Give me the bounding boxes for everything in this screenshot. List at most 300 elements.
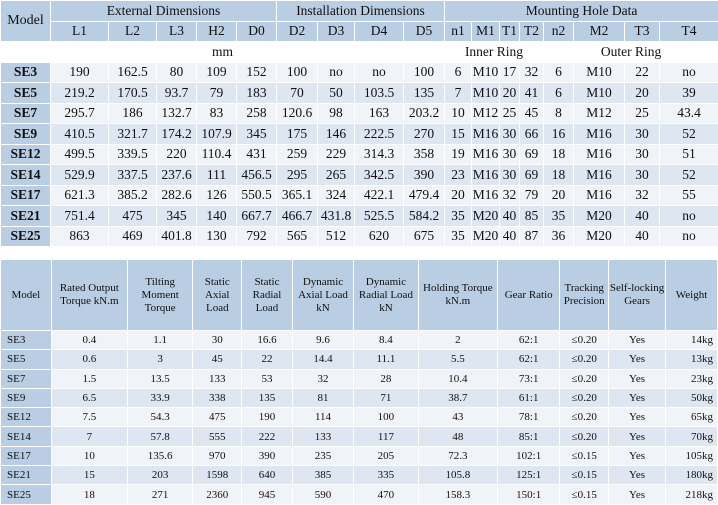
table-cell: 130 <box>197 226 237 247</box>
table-cell: 69 <box>520 144 544 165</box>
table-cell: M16 <box>574 185 625 206</box>
table-cell: 11.1 <box>354 350 419 369</box>
table-cell: 135 <box>404 83 445 104</box>
table-cell: 10 <box>51 446 127 465</box>
table-cell: 35 <box>445 226 472 247</box>
table-cell: 79 <box>197 83 237 104</box>
table-cell: 270 <box>404 124 445 145</box>
table-cell: 385.2 <box>109 185 157 206</box>
table-cell: 22 <box>625 62 660 83</box>
model-cell: SE12 <box>1 408 52 427</box>
table-cell: Yes <box>609 331 666 350</box>
table-cell: 2360 <box>193 485 242 504</box>
table-cell: 30 <box>625 144 660 165</box>
table-row <box>1 369 718 388</box>
model-cell: SE5 <box>1 350 52 369</box>
table-cell: 66 <box>520 124 544 145</box>
table-cell: 51 <box>660 144 718 165</box>
table-cell: ≤0.20 <box>560 427 609 446</box>
table-row <box>1 62 718 83</box>
table-cell: 675 <box>404 226 445 247</box>
table-cell: 125:1 <box>497 466 559 485</box>
table-cell: 110.4 <box>197 144 237 165</box>
table-cell: 41 <box>520 83 544 104</box>
table-cell: 79 <box>520 185 544 206</box>
performance-header-5: Dynamic Axial Load kN <box>292 260 353 331</box>
table-cell: 50 <box>318 83 355 104</box>
table-cell: M16 <box>472 124 500 145</box>
table-cell: Yes <box>609 485 666 504</box>
table-cell: 410.5 <box>51 124 109 145</box>
group-installation-dimensions: Installation Dimensions <box>277 1 445 22</box>
performance-header-8: Gear Ratio <box>497 260 559 331</box>
table-cell: 295.7 <box>51 103 109 124</box>
table-cell: 222 <box>242 427 293 446</box>
table-cell: 259 <box>277 144 318 165</box>
table-cell: 565 <box>277 226 318 247</box>
unit-row <box>1 42 718 63</box>
column-header-d5: D5 <box>404 21 445 42</box>
table-cell: 190 <box>242 408 293 427</box>
table-cell: M10 <box>472 83 500 104</box>
table-cell: Yes <box>609 369 666 388</box>
table-cell: 14.4 <box>292 350 353 369</box>
table-cell: no <box>660 226 718 247</box>
column-header-m2: M2 <box>574 21 625 42</box>
table-cell: 390 <box>404 165 445 186</box>
table-cell: 339.5 <box>109 144 157 165</box>
table-cell: 2 <box>418 331 497 350</box>
performance-header-6: Dynamic Radial Load kN <box>354 260 419 331</box>
performance-body <box>1 331 718 505</box>
table-cell: 9.6 <box>292 331 353 350</box>
table-cell: 30 <box>193 331 242 350</box>
column-header-l1: L1 <box>51 21 109 42</box>
table-cell: 6 <box>544 62 574 83</box>
table-cell: 970 <box>193 446 242 465</box>
table-cell: 32 <box>292 369 353 388</box>
table-cell: 456.5 <box>237 165 277 186</box>
table-cell: 20 <box>625 83 660 104</box>
table-cell: 237.6 <box>157 165 197 186</box>
table-cell: M12 <box>574 103 625 124</box>
table-cell: 30 <box>500 165 520 186</box>
table-row <box>1 388 718 407</box>
table-cell: 431.8 <box>318 206 355 227</box>
table-cell: 73:1 <box>497 369 559 388</box>
table-cell: 529.9 <box>51 165 109 186</box>
model-cell: SE5 <box>1 83 51 104</box>
column-header-l2: L2 <box>109 21 157 42</box>
table-cell: 20 <box>544 185 574 206</box>
table-cell: 5.5 <box>418 350 497 369</box>
table-cell: 69 <box>520 165 544 186</box>
table-cell: 57.8 <box>127 427 193 446</box>
table-cell: 13.5 <box>127 369 193 388</box>
group-header-row <box>1 1 718 22</box>
table-row <box>1 185 718 206</box>
table-cell: 163 <box>355 103 404 124</box>
table-cell: ≤0.15 <box>560 485 609 504</box>
performance-header-0: Model <box>1 260 52 331</box>
column-header-d2: D2 <box>277 21 318 42</box>
table-cell: 71 <box>354 388 419 407</box>
table-row <box>1 331 718 350</box>
table-cell: 314.3 <box>355 144 404 165</box>
table-cell: 222.5 <box>355 124 404 145</box>
table-cell: 52 <box>660 165 718 186</box>
table-cell: 53 <box>242 369 293 388</box>
table-cell: M16 <box>574 124 625 145</box>
table-cell: 81 <box>292 388 353 407</box>
table-cell: 345 <box>237 124 277 145</box>
table-cell: ≤0.20 <box>560 331 609 350</box>
table-cell: Yes <box>609 446 666 465</box>
table-cell: 0.6 <box>51 350 127 369</box>
table-cell: M20 <box>574 226 625 247</box>
model-cell: SE7 <box>1 103 51 124</box>
table-cell: 220 <box>157 144 197 165</box>
table-row <box>1 485 718 504</box>
performance-header-4: Static Radial Load <box>242 260 293 331</box>
model-cell: SE25 <box>1 485 52 504</box>
table-cell: 70 <box>277 83 318 104</box>
table-cell: 0.4 <box>51 331 127 350</box>
model-cell: SE12 <box>1 144 51 165</box>
table-cell: 78:1 <box>497 408 559 427</box>
table-cell: 85:1 <box>497 427 559 446</box>
table-row <box>1 165 718 186</box>
table-cell: 525.5 <box>355 206 404 227</box>
table-cell: M16 <box>472 144 500 165</box>
table-cell: 18 <box>51 485 127 504</box>
model-cell: SE17 <box>1 185 51 206</box>
table-cell: 100 <box>404 62 445 83</box>
dimensions-table <box>0 0 718 247</box>
table-cell: 295 <box>277 165 318 186</box>
table-cell: M20 <box>574 206 625 227</box>
table-cell: 335 <box>354 466 419 485</box>
column-header-t2: T2 <box>520 21 544 42</box>
table-cell: 14kg <box>666 331 718 350</box>
table-cell: 93.7 <box>157 83 197 104</box>
table-cell: 87 <box>520 226 544 247</box>
model-cell: SE9 <box>1 124 51 145</box>
outer-ring-label: Outer Ring <box>544 42 718 63</box>
table-cell: 43 <box>418 408 497 427</box>
table-cell: 30 <box>500 144 520 165</box>
model-cell: SE7 <box>1 369 52 388</box>
table-cell: 111 <box>197 165 237 186</box>
table-cell: 16 <box>544 124 574 145</box>
table-cell: 62:1 <box>497 331 559 350</box>
table-cell: 40 <box>500 206 520 227</box>
table-cell: 792 <box>237 226 277 247</box>
column-header-l3: L3 <box>157 21 197 42</box>
table-cell: Yes <box>609 388 666 407</box>
table-row <box>1 124 718 145</box>
table-cell: 16.6 <box>242 331 293 350</box>
table-cell: 390 <box>242 446 293 465</box>
performance-table <box>0 259 718 505</box>
table-cell: 621.3 <box>51 185 109 206</box>
table-cell: 114 <box>292 408 353 427</box>
table-cell: 140 <box>197 206 237 227</box>
table-cell: 337.5 <box>109 165 157 186</box>
table-cell: 863 <box>51 226 109 247</box>
table-cell: 83 <box>197 103 237 124</box>
table-cell: 229 <box>318 144 355 165</box>
table-cell: 100 <box>354 408 419 427</box>
table-cell: 183 <box>237 83 277 104</box>
table-cell: 345 <box>157 206 197 227</box>
table-cell: 667.7 <box>237 206 277 227</box>
table-cell: 30 <box>625 165 660 186</box>
column-header-d4: D4 <box>355 21 404 42</box>
table-cell: 324 <box>318 185 355 206</box>
table-cell: 3 <box>127 350 193 369</box>
table-cell: 186 <box>109 103 157 124</box>
table-cell: M20 <box>472 206 500 227</box>
table-cell: 132.7 <box>157 103 197 124</box>
table-cell: 15 <box>51 466 127 485</box>
table-cell: 39 <box>660 83 718 104</box>
column-header-m1: M1 <box>472 21 500 42</box>
table-cell: Yes <box>609 427 666 446</box>
table-cell: 162.5 <box>109 62 157 83</box>
table-cell: 555 <box>193 427 242 446</box>
table-cell: 7 <box>51 427 127 446</box>
table-cell: M16 <box>574 165 625 186</box>
column-header-d0: D0 <box>237 21 277 42</box>
table-cell: 32 <box>500 185 520 206</box>
table-cell: 146 <box>318 124 355 145</box>
table-cell: 640 <box>242 466 293 485</box>
table-cell: Yes <box>609 350 666 369</box>
table-cell: 258 <box>237 103 277 124</box>
table-cell: 8.4 <box>354 331 419 350</box>
table-cell: M16 <box>472 165 500 186</box>
table-cell: 105.8 <box>418 466 497 485</box>
table-cell: 15 <box>445 124 472 145</box>
dimensions-body <box>1 62 718 247</box>
table-cell: 265 <box>318 165 355 186</box>
table-cell: 61:1 <box>497 388 559 407</box>
table-cell: 100 <box>277 62 318 83</box>
table-cell: 1.1 <box>127 331 193 350</box>
performance-header-10: Self-locking Gears <box>609 260 666 331</box>
table-cell: 550.5 <box>237 185 277 206</box>
table-cell: 102:1 <box>497 446 559 465</box>
table-cell: 107.9 <box>197 124 237 145</box>
table-cell: 40 <box>625 206 660 227</box>
table-cell: 203.2 <box>404 103 445 124</box>
inner-ring-label: Inner Ring <box>445 42 544 63</box>
table-cell: 8 <box>544 103 574 124</box>
table-cell: 218kg <box>666 485 718 504</box>
table-cell: 190 <box>51 62 109 83</box>
table-cell: 135 <box>242 388 293 407</box>
table-cell: no <box>318 62 355 83</box>
table-cell: M10 <box>574 62 625 83</box>
table-cell: 205 <box>354 446 419 465</box>
table-cell: 40 <box>500 226 520 247</box>
table-cell: 72.3 <box>418 446 497 465</box>
table-cell: 98 <box>318 103 355 124</box>
table-cell: 120.6 <box>277 103 318 124</box>
table-cell: 469 <box>109 226 157 247</box>
table-row <box>1 226 718 247</box>
table-cell: no <box>660 62 718 83</box>
table-cell: M10 <box>574 83 625 104</box>
table-cell: ≤0.15 <box>560 446 609 465</box>
table-cell: M10 <box>472 62 500 83</box>
table-cell: ≤0.20 <box>560 388 609 407</box>
table-cell: M16 <box>472 185 500 206</box>
table-cell: 32 <box>625 185 660 206</box>
table-cell: 7 <box>445 83 472 104</box>
table-cell: 30 <box>625 124 660 145</box>
table-cell: 282.6 <box>157 185 197 206</box>
table-cell: 13kg <box>666 350 718 369</box>
table-cell: 19 <box>445 144 472 165</box>
table-cell: 358 <box>404 144 445 165</box>
table-cell: 50kg <box>666 388 718 407</box>
table-row <box>1 408 718 427</box>
table-cell: 170.5 <box>109 83 157 104</box>
table-row <box>1 103 718 124</box>
table-cell: 479.4 <box>404 185 445 206</box>
performance-header-11: Weight <box>666 260 718 331</box>
column-header-t4: T4 <box>660 21 718 42</box>
table-cell: 175 <box>277 124 318 145</box>
table-cell: 17 <box>500 62 520 83</box>
table-cell: 35 <box>445 206 472 227</box>
table-cell: 150:1 <box>497 485 559 504</box>
table-cell: 475 <box>193 408 242 427</box>
table-cell: no <box>660 206 718 227</box>
table-cell: 133 <box>292 427 353 446</box>
table-cell: 20 <box>445 185 472 206</box>
column-header-t3: T3 <box>625 21 660 42</box>
table-cell: 6 <box>445 62 472 83</box>
table-cell: 126 <box>197 185 237 206</box>
table-cell: 431 <box>237 144 277 165</box>
table-cell: 152 <box>237 62 277 83</box>
table-cell: 584.2 <box>404 206 445 227</box>
table-cell: 36 <box>544 226 574 247</box>
table-cell: 54.3 <box>127 408 193 427</box>
table-cell: 40 <box>625 226 660 247</box>
column-header-n1: n1 <box>445 21 472 42</box>
table-cell: 70kg <box>666 427 718 446</box>
table-cell: 385 <box>292 466 353 485</box>
model-cell: SE14 <box>1 165 51 186</box>
table-cell: 10 <box>445 103 472 124</box>
table-cell: 105kg <box>666 446 718 465</box>
performance-header-7: Holding Torque kN.m <box>418 260 497 331</box>
table-cell: 18 <box>544 144 574 165</box>
column-header-h2: H2 <box>197 21 237 42</box>
column-header-row <box>1 21 718 42</box>
performance-header-2: Tilting Moment Torque <box>127 260 193 331</box>
performance-header-1: Rated Output Torque kN.m <box>51 260 127 331</box>
table-cell: 342.5 <box>355 165 404 186</box>
table-cell: 365.1 <box>277 185 318 206</box>
table-cell: 45 <box>193 350 242 369</box>
table-cell: 28 <box>354 369 419 388</box>
unit-mm: mm <box>1 42 445 63</box>
table-cell: 180kg <box>666 466 718 485</box>
table-cell: 23kg <box>666 369 718 388</box>
table-cell: 18 <box>544 165 574 186</box>
model-cell: SE3 <box>1 62 51 83</box>
model-header: Model <box>1 1 51 42</box>
table-cell: 158.3 <box>418 485 497 504</box>
table-cell: 133 <box>193 369 242 388</box>
table-cell: 48 <box>418 427 497 446</box>
table-cell: 20 <box>500 83 520 104</box>
table-cell: 135.6 <box>127 446 193 465</box>
table-cell: 22 <box>242 350 293 369</box>
table-cell: 109 <box>197 62 237 83</box>
table-row <box>1 446 718 465</box>
column-header-n2: n2 <box>544 21 574 42</box>
table-cell: 25 <box>500 103 520 124</box>
group-external-dimensions: External Dimensions <box>51 1 277 22</box>
model-cell: SE9 <box>1 388 52 407</box>
table-cell: 38.7 <box>418 388 497 407</box>
table-cell: Yes <box>609 408 666 427</box>
model-cell: SE14 <box>1 427 52 446</box>
table-cell: 85 <box>520 206 544 227</box>
table-cell: 117 <box>354 427 419 446</box>
performance-header-9: Tracking Precision <box>560 260 609 331</box>
model-cell: SE3 <box>1 331 52 350</box>
table-cell: 470 <box>354 485 419 504</box>
table-cell: 620 <box>355 226 404 247</box>
table-cell: 25 <box>625 103 660 124</box>
table-cell: 35 <box>544 206 574 227</box>
table-cell: 32 <box>520 62 544 83</box>
table-cell: 65kg <box>666 408 718 427</box>
table-cell: ≤0.20 <box>560 408 609 427</box>
column-header-t1: T1 <box>500 21 520 42</box>
model-cell: SE21 <box>1 466 52 485</box>
table-cell: no <box>355 62 404 83</box>
performance-header-3: Static Axial Load <box>193 260 242 331</box>
group-mounting-hole-data: Mounting Hole Data <box>445 1 718 22</box>
table-cell: 1598 <box>193 466 242 485</box>
table-cell: 23 <box>445 165 472 186</box>
table-cell: 62:1 <box>497 350 559 369</box>
table-cell: 422.1 <box>355 185 404 206</box>
table-row <box>1 83 718 104</box>
table-cell: Yes <box>609 466 666 485</box>
model-cell: SE21 <box>1 206 51 227</box>
performance-header-row <box>1 260 718 331</box>
table-cell: ≤0.15 <box>560 466 609 485</box>
table-cell: M12 <box>472 103 500 124</box>
table-cell: ≤0.20 <box>560 350 609 369</box>
table-cell: 475 <box>109 206 157 227</box>
model-cell: SE17 <box>1 446 52 465</box>
table-cell: 10.4 <box>418 369 497 388</box>
table-cell: 321.7 <box>109 124 157 145</box>
table-cell: 751.4 <box>51 206 109 227</box>
table-cell: 6.5 <box>51 388 127 407</box>
table-cell: 945 <box>242 485 293 504</box>
